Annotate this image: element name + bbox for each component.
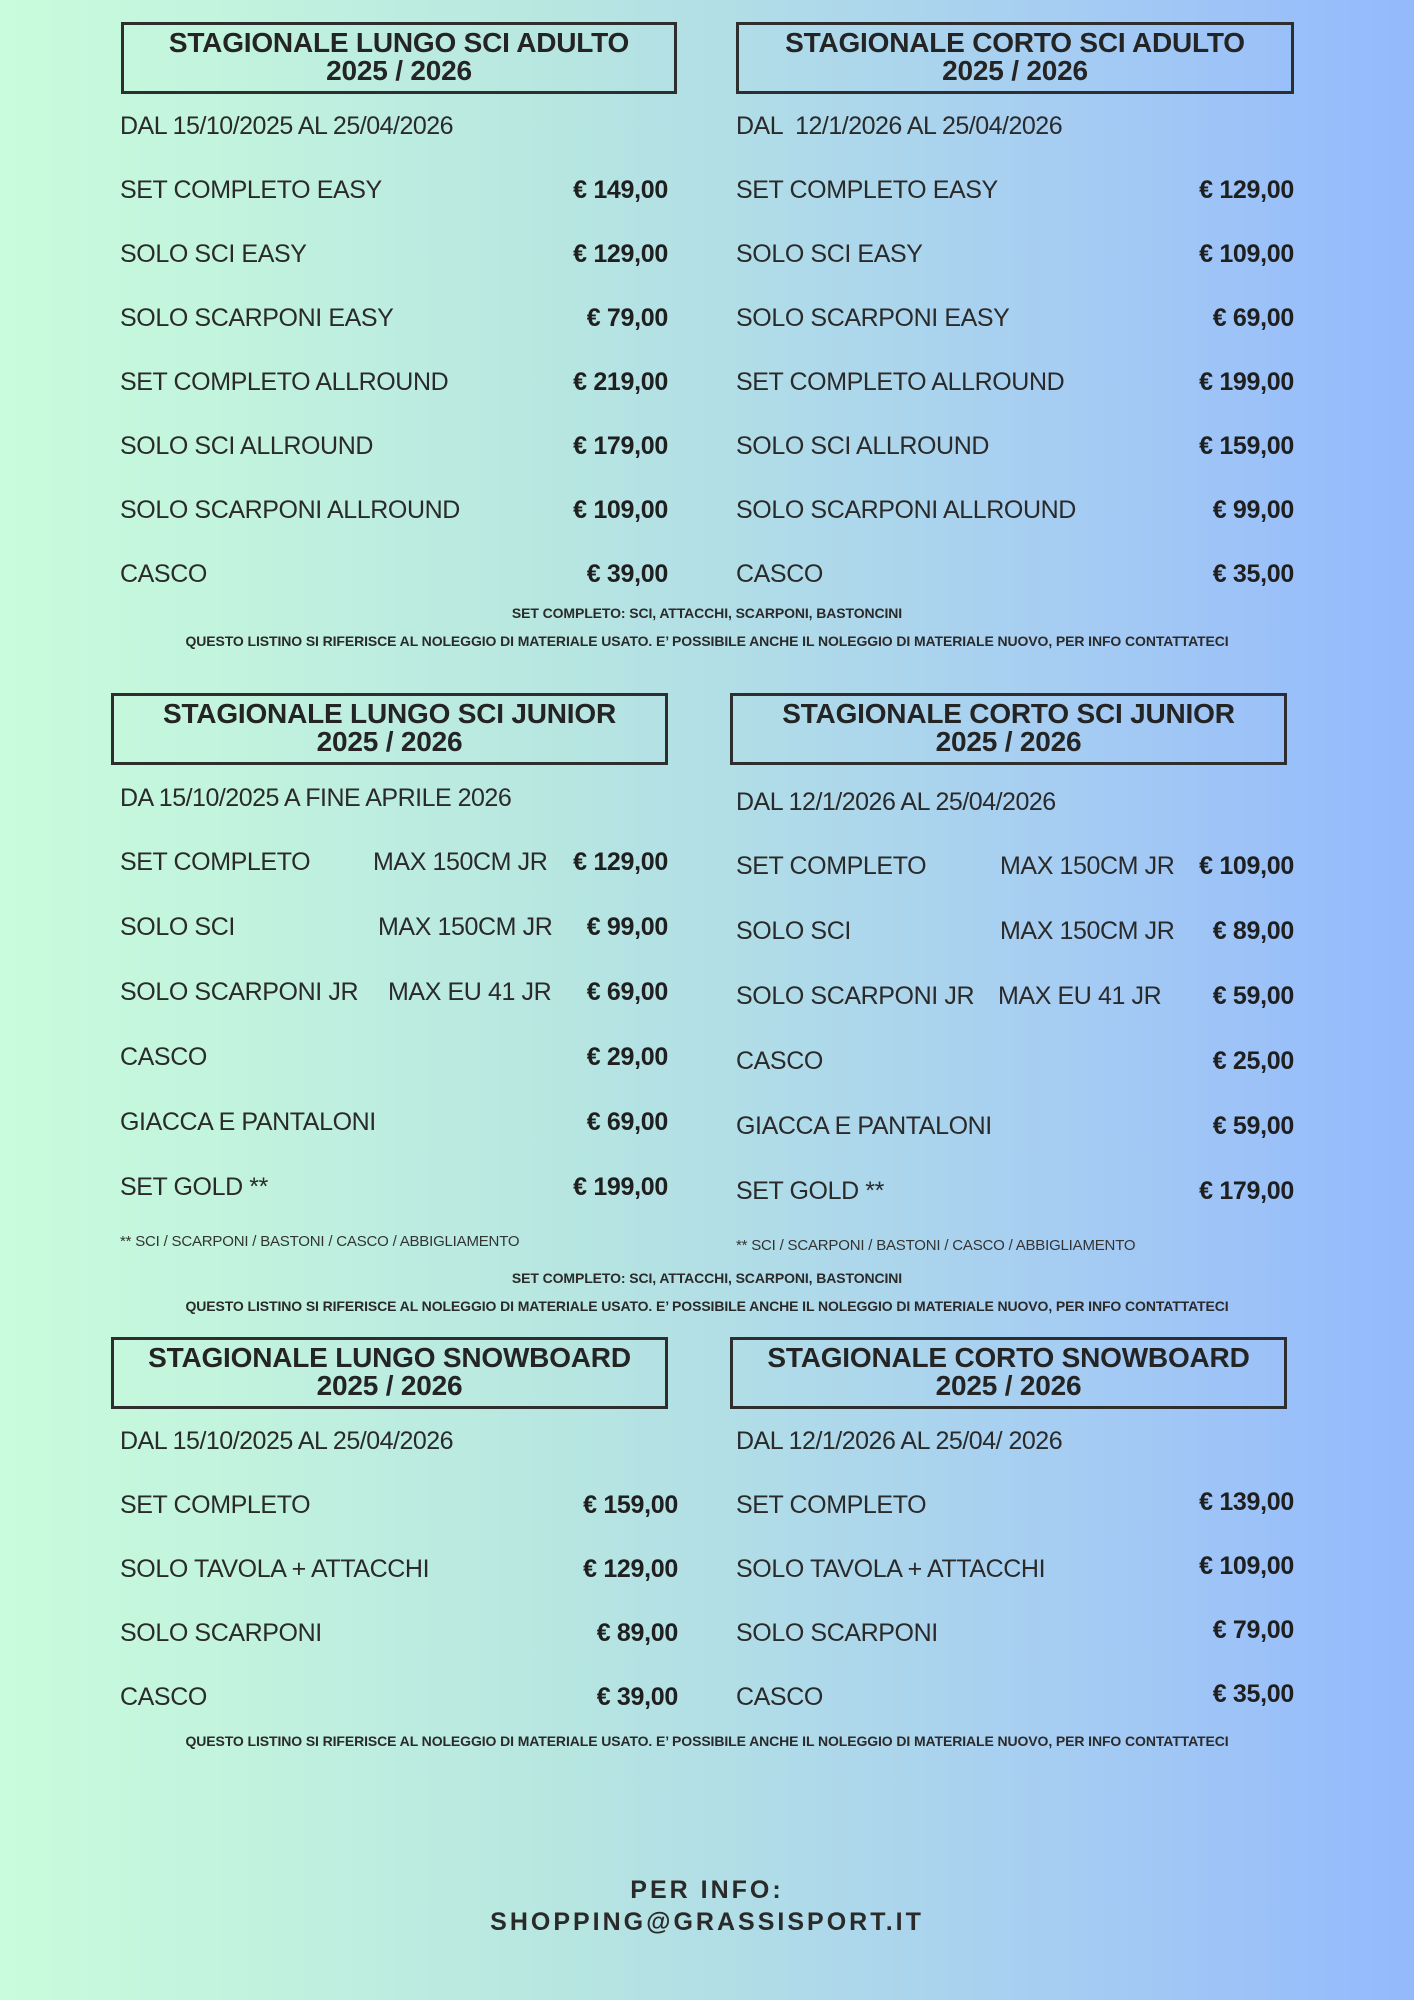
item-label: SOLO SCI ALLROUND [120,432,374,460]
price-row [736,304,1294,344]
price-row [120,496,668,536]
item-label: SOLO SCARPONI JR [120,978,359,1006]
price-row [120,176,668,216]
item-price: € 109,00 [1199,852,1294,880]
item-price: € 179,00 [1199,1177,1294,1205]
price-row [120,560,668,600]
item-price: € 59,00 [1212,1112,1294,1140]
price-row [736,496,1294,536]
item-label: GIACCA E PANTALONI [120,1108,376,1136]
item-label: SOLO TAVOLA + ATTACCHI [736,1555,1046,1583]
item-price: € 69,00 [1212,304,1294,332]
price-row [736,1616,1294,1656]
item-price: € 79,00 [1212,1616,1294,1644]
price-row [120,304,668,344]
title-lungo-sci-junior [111,693,668,765]
item-label: CASCO [120,1683,207,1711]
item-label: GIACCA E PANTALONI [736,1112,992,1140]
item-price: € 139,00 [1199,1488,1294,1516]
item-label: SET COMPLETO ALLROUND [120,368,449,396]
item-price: € 59,00 [1212,982,1294,1010]
gold-set-note: ** SCI / SCARPONI / BASTONI / CASCO / ABBIGLIAMENTO [736,1237,1136,1254]
price-row [736,982,1294,1022]
item-label: SOLO SCARPONI JR [736,982,975,1010]
title-line-2: 2025 / 2026 [326,55,472,86]
item-label: SOLO SCARPONI [120,1619,322,1647]
price-row [736,1112,1294,1152]
price-row [736,1047,1294,1087]
item-price: € 39,00 [586,560,668,588]
price-row [736,852,1294,892]
title-corto-snowboard [730,1337,1287,1409]
item-label: CASCO [120,1043,207,1071]
item-label: SET COMPLETO EASY [736,176,998,204]
item-label: SOLO SCI [736,917,851,945]
item-price: € 35,00 [1212,1680,1294,1708]
title-corto-sci-adulto [736,22,1294,94]
item-price: € 199,00 [1199,368,1294,396]
title-lungo-snowboard [111,1337,668,1409]
item-label: CASCO [120,560,207,588]
title-line-2: 2025 / 2026 [316,726,463,757]
title-line-2: 2025 / 2026 [316,1370,463,1401]
title-line-2: 2025 / 2026 [942,55,1088,86]
item-price: € 159,00 [1199,432,1294,460]
period-corto-snowboard: DAL 12/1/2026 AL 25/04/ 2026 [736,1427,1063,1455]
item-price: € 79,00 [586,304,668,332]
period-corto-sci-junior: DAL 12/1/2026 AL 25/04/2026 [736,788,1056,816]
period-corto-sci-adulto: DAL 12/1/2026 AL 25/04/2026 [736,112,1063,140]
price-row [120,1108,668,1148]
title-line-1: STAGIONALE LUNGO SCI JUNIOR [163,698,616,729]
item-label: SOLO TAVOLA + ATTACCHI [120,1555,430,1583]
item-price: € 25,00 [1212,1047,1294,1075]
period-lungo-snowboard: DAL 15/10/2025 AL 25/04/2026 [120,1427,454,1455]
footer-email-link[interactable]: SHOPPING@GRASSISPORT.IT [490,1908,924,1936]
price-row [120,913,668,953]
price-row [120,1173,668,1213]
title-line-1: STAGIONALE CORTO SNOWBOARD [767,1342,1250,1373]
item-size-limit: MAX EU 41 JR [388,978,552,1006]
item-label: SOLO SCARPONI EASY [120,304,394,332]
gold-set-note: ** SCI / SCARPONI / BASTONI / CASCO / ABBIGLIAMENTO [120,1233,520,1250]
item-label: SET GOLD ** [736,1177,884,1205]
item-price: € 109,00 [1199,1552,1294,1580]
item-price: € 39,00 [596,1683,678,1711]
price-row [736,1552,1294,1592]
title-corto-sci-junior [730,693,1287,765]
footer-info-label: PER INFO: [630,1876,784,1904]
item-label: SET COMPLETO [120,1491,311,1519]
item-label: SOLO SCARPONI ALLROUND [736,496,1076,524]
item-price: € 69,00 [586,978,668,1006]
price-row [120,1619,678,1659]
item-label: SOLO SCARPONI [736,1619,938,1647]
title-line-1: STAGIONALE LUNGO SCI ADULTO [168,27,630,58]
item-price: € 89,00 [596,1619,678,1647]
item-label: CASCO [736,560,823,588]
item-price: € 129,00 [573,240,668,268]
item-price: € 219,00 [573,368,668,396]
item-price: € 129,00 [573,848,668,876]
item-label: SET COMPLETO [736,1491,927,1519]
price-row [120,432,668,472]
item-price: € 199,00 [573,1173,668,1201]
disclaimer-note: QUESTO LISTINO SI RIFERISCE AL NOLEGGIO DI MATERIALE USATO. E’ POSSIBILE ANCHE IL NOLEGGIO DI MATERIALE NUOVO, PER INFO CONTATTATECI [185,633,1229,649]
set-completo-note: SET COMPLETO: SCI, ATTACCHI, SCARPONI, BASTONCINI [511,1270,903,1286]
price-row [736,240,1294,280]
price-row [120,1555,678,1595]
item-label: SET COMPLETO [120,848,311,876]
title-lungo-sci-adulto [121,22,677,94]
item-label: CASCO [736,1683,823,1711]
item-price: € 109,00 [1199,240,1294,268]
disclaimer-note: QUESTO LISTINO SI RIFERISCE AL NOLEGGIO DI MATERIALE USATO. E’ POSSIBILE ANCHE IL NOLEGGIO DI MATERIALE NUOVO, PER INFO CONTATTATECI [185,1298,1229,1314]
price-row [736,1680,1294,1720]
item-label: SET COMPLETO ALLROUND [736,368,1065,396]
item-price: € 89,00 [1212,917,1294,945]
title-line-1: STAGIONALE CORTO SCI JUNIOR [782,698,1235,729]
item-price: € 109,00 [573,496,668,524]
item-label: CASCO [736,1047,823,1075]
item-price: € 149,00 [573,176,668,204]
item-label: SOLO SCI EASY [736,240,923,268]
price-row [736,560,1294,600]
period-lungo-sci-junior: DA 15/10/2025 A FINE APRILE 2026 [120,784,512,812]
title-line-1: STAGIONALE CORTO SCI ADULTO [785,27,1245,58]
item-label: SOLO SCI [120,913,235,941]
item-size-limit: MAX EU 41 JR [998,982,1162,1010]
item-label: SET GOLD ** [120,1173,268,1201]
item-price: € 69,00 [586,1108,668,1136]
item-price: € 35,00 [1212,560,1294,588]
set-completo-note: SET COMPLETO: SCI, ATTACCHI, SCARPONI, BASTONCINI [511,605,903,621]
item-label: SOLO SCI EASY [120,240,307,268]
price-row [736,1488,1294,1528]
item-price: € 159,00 [583,1491,678,1519]
title-line-2: 2025 / 2026 [935,1370,1082,1401]
title-line-2: 2025 / 2026 [935,726,1082,757]
price-row [736,368,1294,408]
item-label: SET COMPLETO EASY [120,176,382,204]
price-row [120,1043,668,1083]
price-row [120,978,668,1018]
item-price: € 99,00 [1212,496,1294,524]
item-label: SOLO SCI ALLROUND [736,432,990,460]
item-price: € 99,00 [586,913,668,941]
price-row [120,848,668,888]
price-row [120,1683,678,1723]
item-label: SET COMPLETO [736,852,927,880]
price-row [120,368,668,408]
item-size-limit: MAX 150CM JR [373,848,548,876]
price-row [736,176,1294,216]
item-size-limit: MAX 150CM JR [1000,917,1175,945]
price-row [120,1491,678,1531]
price-row [736,1177,1294,1217]
footer-info [0,1874,1414,1938]
item-size-limit: MAX 150CM JR [378,913,553,941]
item-price: € 29,00 [586,1043,668,1071]
price-row [120,240,668,280]
item-price: € 179,00 [573,432,668,460]
item-size-limit: MAX 150CM JR [1000,852,1175,880]
title-line-1: STAGIONALE LUNGO SNOWBOARD [148,1342,631,1373]
item-label: SOLO SCARPONI EASY [736,304,1010,332]
disclaimer-note: QUESTO LISTINO SI RIFERISCE AL NOLEGGIO DI MATERIALE USATO. E’ POSSIBILE ANCHE IL NOLEGGIO DI MATERIALE NUOVO, PER INFO CONTATTATECI [185,1733,1229,1749]
period-lungo-sci-adulto: DAL 15/10/2025 AL 25/04/2026 [120,112,454,140]
item-label: SOLO SCARPONI ALLROUND [120,496,460,524]
item-price: € 129,00 [1199,176,1294,204]
item-price: € 129,00 [583,1555,678,1583]
price-row [736,917,1294,957]
price-row [736,432,1294,472]
